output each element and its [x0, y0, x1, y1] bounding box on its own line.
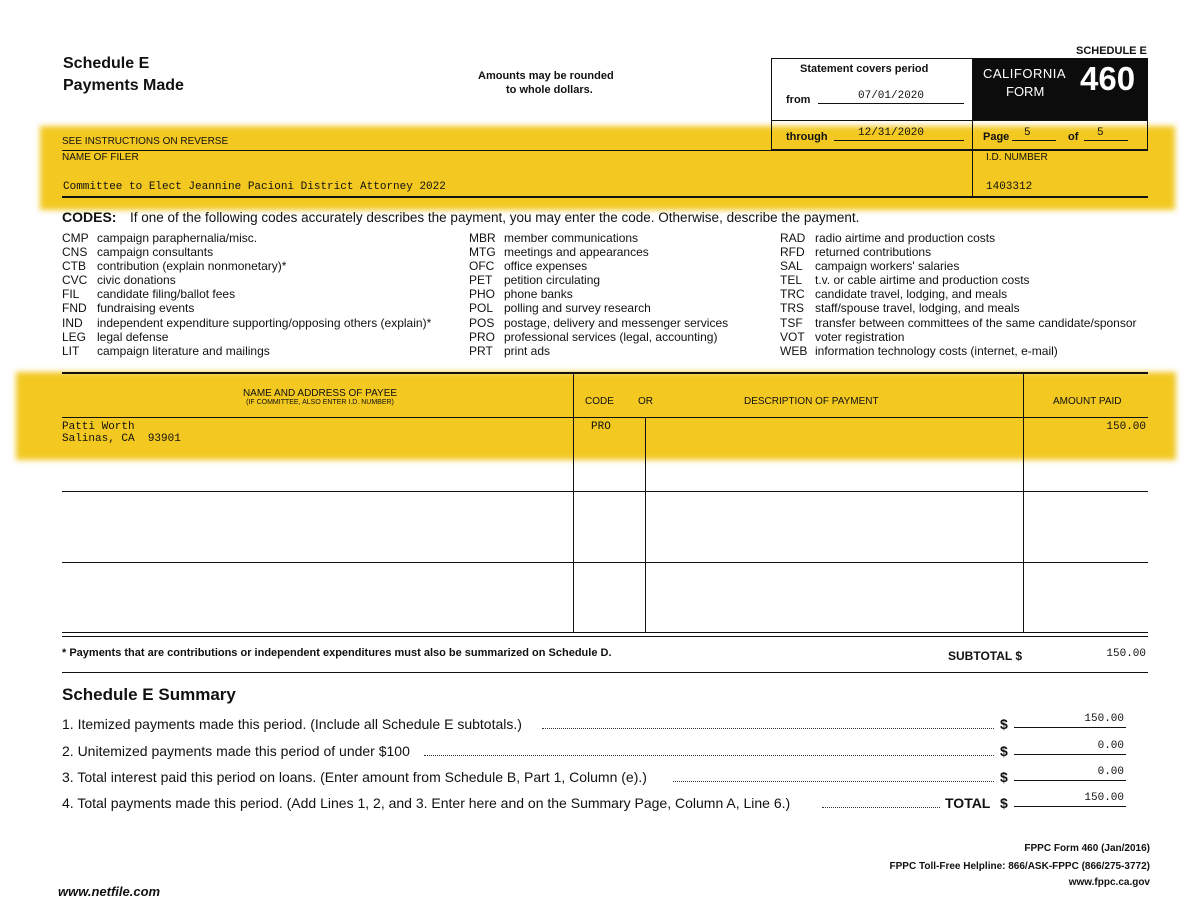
table-col-divider-1	[573, 374, 574, 632]
total-label: TOTAL	[945, 795, 991, 811]
table-col-divider-2	[645, 417, 646, 632]
code-abbr: FND	[62, 301, 87, 315]
table-header-line	[62, 417, 1148, 418]
code-abbr: OFC	[469, 259, 495, 273]
instructions-note: SEE INSTRUCTIONS ON REVERSE	[62, 136, 229, 147]
fppc-website: www.fppc.ca.gov	[1068, 877, 1150, 888]
filer-bottom-line	[62, 196, 1148, 198]
rounding-note-2: to whole dollars.	[506, 84, 593, 96]
table-bottom-line	[62, 632, 1148, 633]
code-desc: staff/spouse travel, lodging, and meals	[815, 301, 1020, 315]
code-abbr: LIT	[62, 344, 80, 358]
code-abbr: TEL	[780, 273, 803, 287]
code-abbr: PET	[469, 273, 493, 287]
code-abbr: CMP	[62, 231, 89, 245]
subtotal-value: 150.00	[1106, 648, 1146, 660]
code-abbr: MBR	[469, 231, 496, 245]
of-value: 5	[1097, 127, 1104, 139]
code-abbr: PHO	[469, 287, 496, 301]
code-desc: office expenses	[504, 259, 588, 273]
summary-title: Schedule E Summary	[62, 685, 236, 704]
code-desc: petition circulating	[504, 273, 601, 287]
through-underline	[834, 140, 964, 141]
col-code-header: CODE	[585, 396, 614, 407]
code-desc: transfer between committees of the same candidate/sponsor	[815, 316, 1137, 330]
page-label: Page	[983, 131, 1010, 143]
page-value: 5	[1024, 127, 1031, 139]
table-bottom-line-2	[62, 636, 1148, 637]
table-col-divider-3	[1023, 374, 1024, 632]
helpline: FPPC Toll-Free Helpline: 866/ASK-FPPC (866/275-3772)	[889, 861, 1150, 872]
summary-line-1: 1. Itemized payments made this period. (Include all Schedule E subtotals.)	[62, 716, 522, 732]
code-abbr: TSF	[780, 316, 803, 330]
code-desc: contribution (explain nonmonetary)*	[97, 259, 287, 273]
code-desc: civic donations	[97, 273, 176, 287]
filer-name: Committee to Elect Jeannine Pacioni District Attorney 2022	[63, 181, 446, 193]
form-reference: FPPC Form 460 (Jan/2016)	[1024, 843, 1150, 854]
code-desc: candidate travel, lodging, and meals	[815, 287, 1008, 301]
summary-line-2: 2. Unitemized payments made this period of under $100	[62, 743, 410, 759]
through-date: 12/31/2020	[858, 127, 925, 139]
code-abbr: CTB	[62, 259, 86, 273]
footnote: * Payments that are contributions or independent expenditures must also be summarized on Schedule D.	[62, 647, 612, 659]
form-state: CALIFORNIA	[983, 66, 1067, 81]
page-underline	[1012, 140, 1056, 141]
code-desc: campaign paraphernalia/misc.	[97, 231, 258, 245]
table-row-line-2	[62, 562, 1148, 563]
from-underline	[818, 103, 964, 104]
table-top-line	[62, 372, 1148, 374]
code-desc: candidate filing/ballot fees	[97, 287, 236, 301]
code-desc: campaign workers' salaries	[815, 259, 960, 273]
col-payee-subheader: (IF COMMITTEE, ALSO ENTER I.D. NUMBER)	[246, 399, 394, 406]
code-desc: information technology costs (internet, e-mail)	[815, 344, 1058, 358]
table-row-line-1	[62, 491, 1148, 492]
payee-amount: 150.00	[1106, 421, 1146, 433]
filer-id-divider	[972, 150, 973, 196]
form-number: 460	[1080, 60, 1136, 97]
schedule-title: Schedule E	[63, 55, 150, 72]
period-box-mid-line	[771, 120, 1148, 121]
summary-dots-3	[673, 781, 994, 782]
code-abbr: RFD	[780, 245, 805, 259]
summary-underline-1	[1014, 727, 1126, 728]
filer-name-label: NAME OF FILER	[62, 152, 139, 163]
summary-dots-2	[424, 755, 994, 756]
code-abbr: TRC	[780, 287, 805, 301]
code-desc: independent expenditure supporting/opposing others (explain)*	[97, 316, 432, 330]
through-label: through	[786, 131, 828, 143]
code-abbr: POL	[469, 301, 494, 315]
code-desc: postage, delivery and messenger services	[504, 316, 729, 330]
code-abbr: VOT	[780, 330, 805, 344]
summary-dollar-1: $	[1000, 716, 1008, 732]
code-abbr: LEG	[62, 330, 87, 344]
summary-value-3: 0.00	[1097, 766, 1124, 778]
code-abbr: CVC	[62, 273, 88, 287]
summary-dollar-3: $	[1000, 769, 1008, 785]
code-desc: campaign literature and mailings	[97, 344, 270, 358]
codes-heading: CODES:	[62, 209, 117, 225]
col-desc-header: DESCRIPTION OF PAYMENT	[744, 396, 879, 407]
period-label: Statement covers period	[800, 63, 929, 75]
summary-value-2: 0.00	[1097, 740, 1124, 752]
code-desc: polling and survey research	[504, 301, 651, 315]
codes-intro: If one of the following codes accurately describes the payment, you may enter the code. Otherwise, describe the payment.	[130, 210, 860, 225]
code-abbr: POS	[469, 316, 495, 330]
summary-value-1: 150.00	[1084, 713, 1124, 725]
form-word: FORM	[1006, 84, 1045, 99]
summary-dollar-4: $	[1000, 795, 1008, 811]
schedule-subtitle: Payments Made	[63, 77, 184, 94]
from-label: from	[786, 94, 811, 106]
col-payee-header: NAME AND ADDRESS OF PAYEE	[242, 388, 398, 399]
corner-schedule-label: SCHEDULE E	[1076, 45, 1147, 57]
col-amount-header: AMOUNT PAID	[1053, 396, 1122, 407]
code-desc: member communications	[504, 231, 639, 245]
summary-line-3: 3. Total interest paid this period on loans. (Enter amount from Schedule B, Part 1, Column (e).)	[62, 769, 647, 785]
filer-id-label: I.D. NUMBER	[986, 152, 1048, 163]
subtotal-label: SUBTOTAL $	[948, 649, 1023, 663]
highlight-payee-band	[16, 372, 1176, 460]
summary-line-4: 4. Total payments made this period. (Add Lines 1, 2, and 3. Enter here and on the Summary Page, Column A, Line 6.)	[62, 795, 791, 811]
netfile-link[interactable]: www.netfile.com	[58, 884, 161, 899]
code-abbr: MTG	[469, 245, 496, 259]
code-abbr: WEB	[780, 344, 808, 358]
code-abbr: IND	[62, 316, 83, 330]
code-abbr: TRS	[780, 301, 804, 315]
code-desc: campaign consultants	[97, 245, 214, 259]
code-desc: returned contributions	[815, 245, 932, 259]
code-abbr: RAD	[780, 231, 806, 245]
subtotal-rule	[62, 672, 1148, 673]
code-desc: radio airtime and production costs	[815, 231, 996, 245]
code-abbr: CNS	[62, 245, 88, 259]
summary-value-4: 150.00	[1084, 792, 1124, 804]
summary-underline-2	[1014, 754, 1126, 755]
summary-dots-4	[822, 807, 940, 808]
payee-code: PRO	[591, 421, 611, 433]
of-underline	[1084, 140, 1128, 141]
code-abbr: FIL	[62, 287, 80, 301]
code-desc: fundraising events	[97, 301, 195, 315]
payee-name: Patti Worth	[62, 421, 135, 433]
summary-dollar-2: $	[1000, 743, 1008, 759]
of-label: of	[1068, 131, 1079, 143]
code-desc: legal defense	[97, 330, 169, 344]
code-desc: voter registration	[815, 330, 905, 344]
code-desc: print ads	[504, 344, 551, 358]
filer-top-line	[62, 150, 1148, 151]
code-abbr: SAL	[780, 259, 803, 273]
summary-underline-4	[1014, 806, 1126, 807]
payee-address: Salinas, CA 93901	[62, 433, 181, 445]
code-desc: phone banks	[504, 287, 573, 301]
summary-dots-1	[542, 728, 994, 729]
from-date: 07/01/2020	[858, 90, 925, 102]
code-abbr: PRO	[469, 330, 496, 344]
summary-underline-3	[1014, 780, 1126, 781]
code-desc: meetings and appearances	[504, 245, 649, 259]
code-abbr: PRT	[469, 344, 493, 358]
code-desc: t.v. or cable airtime and production costs	[815, 273, 1030, 287]
code-desc: professional services (legal, accounting)	[504, 330, 718, 344]
filer-id: 1403312	[986, 181, 1033, 193]
rounding-note-1: Amounts may be rounded	[478, 70, 614, 82]
col-or-header: OR	[638, 396, 653, 407]
